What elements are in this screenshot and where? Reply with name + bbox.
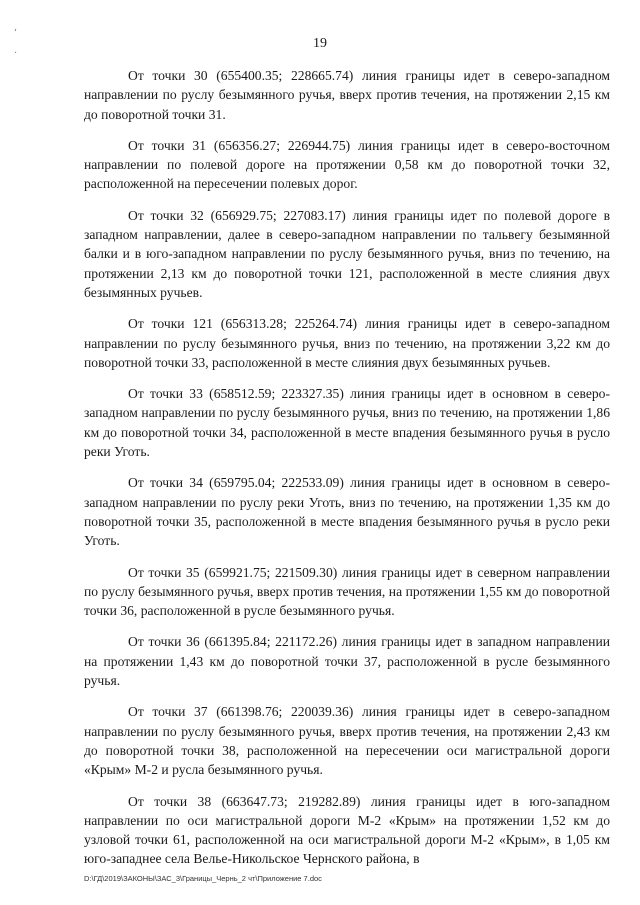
paragraph-point-36: От точки 36 (661395.84; 221172.26) линия границы идет в западном направлении на протяжении 1,43 км до поворотной точки 37, расположенной в русле безымянного ручья. [84, 634, 610, 689]
paragraph-point-32: От точки 32 (656929.75; 227083.17) линия границы идет по полевой дороге в западном направлении, далее в северо-западном направлении по тальвегу безымянной балки и в юго-западном направлении по руслу безымянного ручья, вниз по течению, на протяжении 2,13 км до поворотной точки 121, расположенной в месте слияния двух безымянных ручьев. [84, 207, 610, 300]
paragraph-point-38: От точки 38 (663647.73; 219282.89) линия границы идет в юго-западном направлении по оси магистральной дороги М-2 «Крым» на протяжении 1,52 км до узловой точки 61, расположенной на оси магистральной дороги М-2 «Крым», в 1,05 км юго-западнее села Велье-Никольское Чернского района, в [84, 793, 610, 867]
paragraph-point-121: От точки 121 (656313.28; 225264.74) линия границы идет в северо-западном направлении по руслу безымянного ручья, вниз по течению, на протяжении 3,22 км до поворотной точки 33, расположенной в месте слияния двух безымянных ручьев. [84, 316, 610, 370]
paragraph-point-31: От точки 31 (656356.27; 226944.75) линия границы идет в северо-восточном направлении по полевой дороге на протяжении 0,58 км до поворотной точки 32, расположенной на пересечении полевых дорог. [84, 137, 610, 192]
paragraph-point-35: От точки 35 (659921.75; 221509.30) линия границы идет в северном направлении по руслу безымянного ручья, вверх против течения, на протяжении 1,55 км до поворотной точки 36, расположенной в русле безымянного ручья. [84, 564, 610, 619]
scan-mark: ʻ [14, 28, 18, 39]
document-body [84, 66, 610, 881]
paragraph-point-37: От точки 37 (661398.76; 220039.36) линия границы идет в северо-западном направлении по руслу безымянного ручья, вверх против течения, на протяжении 2,43 км до поворотной точки 38, расположенной на пересечении оси магистральной дороги «Крым» М-2 и русла безымянного ручья. [84, 704, 610, 778]
footer-file-path: D:\ГД\2019\ЗАКОНЫ\ЗАС_3\Границы_Чернь_2 чт\Приложение 7.doc [84, 874, 322, 883]
paragraph-point-34: От точки 34 (659795.04; 222533.09) линия границы идет в основном в северо-западном направлении по руслу реки Уготь, вниз по течению, на протяжении 1,35 км до поворотной точки 35, расположенной в месте впадения безымянного ручья в русло реки Уготь. [84, 475, 610, 549]
paragraph-point-30: От точки 30 (655400.35; 228665.74) линия границы идет в северо-западном направлении по руслу безымянного ручья, вверх против течения, на протяжении 2,15 км до поворотной точки 31. [84, 68, 610, 122]
scan-mark: · [14, 48, 18, 59]
page-number: 19 [313, 36, 327, 51]
paragraph-point-33: От точки 33 (658512.59; 223327.35) линия границы идет в основном в северо-западном направлении по руслу безымянного ручья, вниз по течению, на протяжении 1,86 км до поворотной точки 34, расположенной в месте впадения безымянного ручья в русло реки Уготь. [84, 386, 610, 460]
